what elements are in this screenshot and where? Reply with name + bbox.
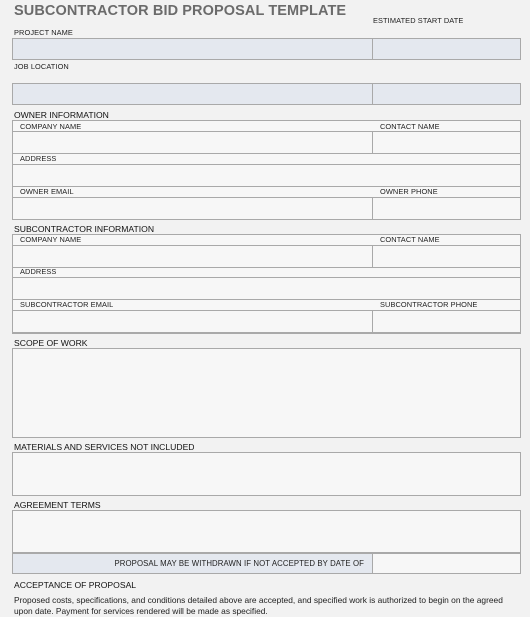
project-name-label: PROJECT NAME bbox=[14, 28, 73, 37]
owner-company-name-field[interactable] bbox=[12, 131, 373, 154]
materials-field[interactable] bbox=[12, 452, 521, 496]
owner-company-name-label: COMPANY NAME bbox=[20, 122, 82, 131]
job-location-extra-field[interactable] bbox=[372, 83, 521, 105]
sub-address-label: ADDRESS bbox=[20, 267, 57, 276]
sub-company-name-field[interactable] bbox=[12, 245, 373, 268]
sub-email-field[interactable] bbox=[12, 310, 373, 333]
sub-address-field[interactable] bbox=[12, 277, 521, 300]
agreement-terms-title: AGREEMENT TERMS bbox=[14, 500, 101, 510]
withdrawn-date-field[interactable] bbox=[372, 553, 521, 574]
estimated-start-date-label: ESTIMATED START DATE bbox=[373, 16, 464, 25]
sub-phone-label: SUBCONTRACTOR PHONE bbox=[380, 300, 478, 309]
project-name-field[interactable] bbox=[12, 38, 373, 60]
withdrawn-label: PROPOSAL MAY BE WITHDRAWN IF NOT ACCEPTED BY DATE OF bbox=[114, 559, 364, 568]
agreement-terms-field[interactable] bbox=[12, 510, 521, 553]
materials-title: MATERIALS AND SERVICES NOT INCLUDED bbox=[14, 442, 195, 452]
job-location-field[interactable] bbox=[12, 83, 373, 105]
scope-of-work-title: SCOPE OF WORK bbox=[14, 338, 88, 348]
scope-of-work-field[interactable] bbox=[12, 348, 521, 438]
owner-address-field[interactable] bbox=[12, 164, 521, 187]
subcontractor-section-title: SUBCONTRACTOR INFORMATION bbox=[14, 224, 155, 234]
sub-phone-field[interactable] bbox=[372, 310, 521, 333]
owner-section-title: OWNER INFORMATION bbox=[14, 110, 109, 120]
sub-company-name-label: COMPANY NAME bbox=[20, 235, 82, 244]
job-location-label: JOB LOCATION bbox=[14, 62, 69, 71]
owner-email-label: OWNER EMAIL bbox=[20, 187, 74, 196]
page-title: SUBCONTRACTOR BID PROPOSAL TEMPLATE bbox=[14, 3, 347, 19]
withdrawn-label-cell bbox=[12, 553, 373, 574]
sub-contact-name-label: CONTACT NAME bbox=[380, 235, 440, 244]
sub-email-label: SUBCONTRACTOR EMAIL bbox=[20, 300, 114, 309]
owner-phone-field[interactable] bbox=[372, 197, 521, 220]
acceptance-text: Proposed costs, specifications, and conditions detailed above are accepted, and specified work is authorized to begin on the agreed upon date. Payment for services rendered will be made as specified. bbox=[14, 595, 503, 616]
owner-address-label: ADDRESS bbox=[20, 154, 57, 163]
owner-email-field[interactable] bbox=[12, 197, 373, 220]
sub-contact-name-field[interactable] bbox=[372, 245, 521, 268]
acceptance-title: ACCEPTANCE OF PROPOSAL bbox=[14, 580, 137, 590]
estimated-start-date-field[interactable] bbox=[372, 38, 521, 60]
owner-contact-name-field[interactable] bbox=[372, 131, 521, 154]
owner-phone-label: OWNER PHONE bbox=[380, 187, 438, 196]
owner-contact-name-label: CONTACT NAME bbox=[380, 122, 440, 131]
